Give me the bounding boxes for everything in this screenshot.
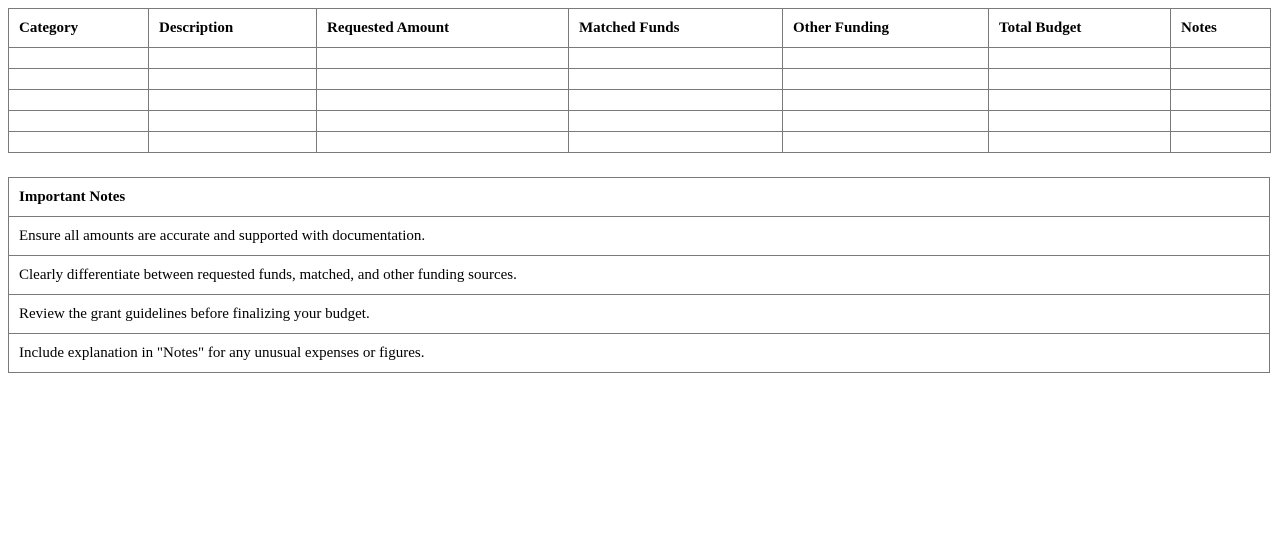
note-row (9, 334, 1270, 373)
notes-header-row (9, 178, 1270, 217)
table-cell (1171, 48, 1271, 69)
table-cell (989, 90, 1171, 111)
important-notes-table (8, 177, 1270, 373)
table-cell (149, 132, 317, 153)
table-cell (569, 111, 783, 132)
table-cell (989, 69, 1171, 90)
table-cell (317, 48, 569, 69)
table-cell (783, 69, 989, 90)
table-cell (569, 69, 783, 90)
table-cell (9, 132, 149, 153)
table-cell (783, 132, 989, 153)
column-header-other-funding: Other Funding (783, 9, 989, 48)
table-cell (9, 111, 149, 132)
table-cell (569, 48, 783, 69)
table-cell (989, 132, 1171, 153)
table-cell (317, 69, 569, 90)
note-text: Ensure all amounts are accurate and supported with documentation. (9, 217, 1270, 256)
table-row (9, 69, 1271, 90)
table-cell (783, 48, 989, 69)
table-cell (1171, 132, 1271, 153)
table-cell (1171, 111, 1271, 132)
table-cell (9, 90, 149, 111)
table-cell (1171, 90, 1271, 111)
note-text: Review the grant guidelines before finalizing your budget. (9, 295, 1270, 334)
table-cell (1171, 69, 1271, 90)
note-row (9, 256, 1270, 295)
table-cell (317, 132, 569, 153)
budget-table (8, 8, 1271, 153)
budget-header-row (9, 9, 1271, 48)
notes-heading: Important Notes (9, 178, 1270, 217)
table-cell (9, 48, 149, 69)
table-row (9, 48, 1271, 69)
table-row (9, 111, 1271, 132)
table-cell (569, 132, 783, 153)
table-cell (569, 90, 783, 111)
note-row (9, 217, 1270, 256)
column-header-category: Category (9, 9, 149, 48)
note-text: Clearly differentiate between requested funds, matched, and other funding sources. (9, 256, 1270, 295)
table-cell (783, 111, 989, 132)
table-cell (149, 48, 317, 69)
table-cell (783, 90, 989, 111)
column-header-total-budget: Total Budget (989, 9, 1171, 48)
table-row (9, 132, 1271, 153)
table-cell (317, 111, 569, 132)
table-cell (149, 69, 317, 90)
table-cell (317, 90, 569, 111)
table-cell (149, 90, 317, 111)
table-cell (149, 111, 317, 132)
column-header-matched-funds: Matched Funds (569, 9, 783, 48)
note-row (9, 295, 1270, 334)
column-header-description: Description (149, 9, 317, 48)
table-cell (989, 111, 1171, 132)
table-cell (9, 69, 149, 90)
column-header-requested-amount: Requested Amount (317, 9, 569, 48)
note-text: Include explanation in "Notes" for any unusual expenses or figures. (9, 334, 1270, 373)
table-row (9, 90, 1271, 111)
column-header-notes: Notes (1171, 9, 1271, 48)
table-cell (989, 48, 1171, 69)
